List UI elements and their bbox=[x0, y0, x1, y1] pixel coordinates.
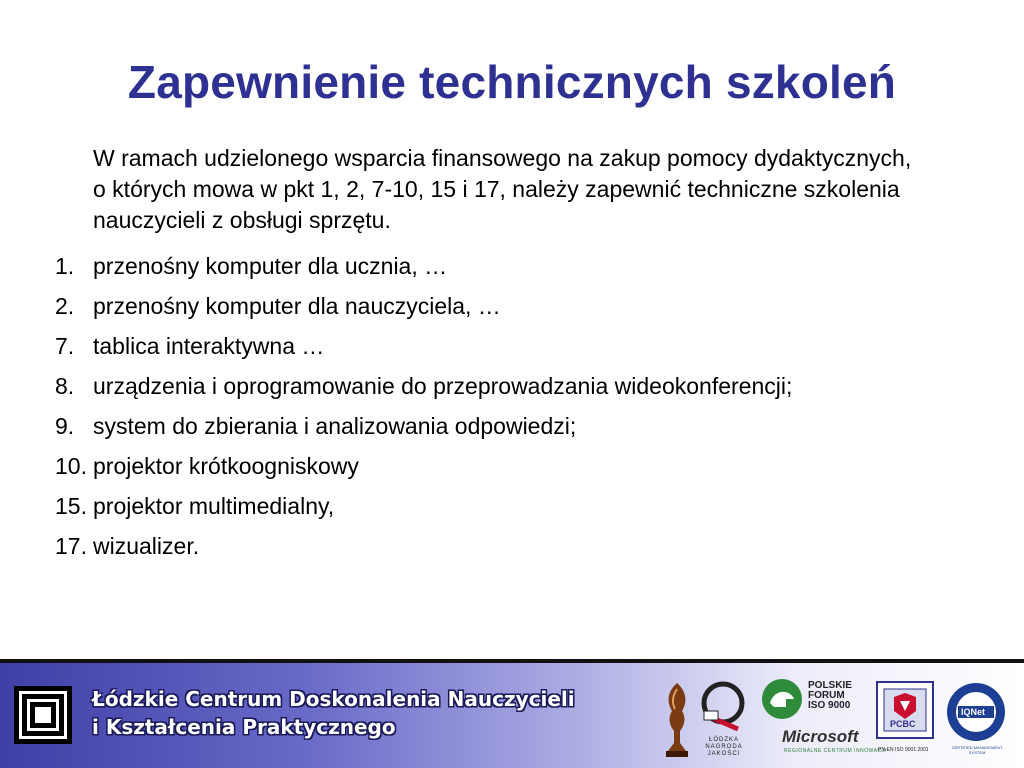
pcbc-standard: PN-EN ISO 9001:2001 bbox=[878, 747, 929, 753]
list-item-text: tablica interaktywna … bbox=[93, 333, 325, 359]
pcbc-certificate-icon bbox=[876, 681, 934, 745]
list-item bbox=[55, 330, 955, 362]
iso-forum-text: POLSKIE FORUM ISO 9000 bbox=[808, 680, 852, 711]
list-item-text: przenośny komputer dla ucznia, … bbox=[93, 253, 448, 279]
award-logo-icon bbox=[698, 677, 748, 737]
iso-forum-logo-icon bbox=[760, 677, 804, 721]
pcbc-label: PCBC bbox=[890, 719, 916, 729]
iqnet-label: IQNet bbox=[961, 707, 986, 717]
intro-paragraph: W ramach udzielonego wsparcia finansowego na zakup pomocy dydaktycznych, o których mowa w pkt 1, 2, 7-10, 15 i 17, należy zapewnić techniczne szkolenia nauczycieli z obsługi sprzętu. bbox=[93, 145, 912, 233]
list-item bbox=[55, 250, 955, 282]
list-item-number: 17. bbox=[55, 533, 87, 559]
organization-name-line2: i Kształcenia Praktycznego bbox=[92, 715, 396, 739]
list-item bbox=[55, 370, 955, 402]
list-item-number: 15. bbox=[55, 493, 87, 519]
list-item-number: 1. bbox=[55, 253, 75, 279]
list-item-text: przenośny komputer dla nauczyciela, … bbox=[93, 293, 501, 319]
list-item-text: projektor krótkoogniskowy bbox=[93, 453, 359, 479]
list-item bbox=[55, 290, 955, 322]
list-item-number: 7. bbox=[55, 333, 75, 359]
microsoft-logo: Microsoft bbox=[782, 727, 859, 746]
microsoft-sub: REGIONALNE CENTRUM INNOWACJI bbox=[784, 748, 887, 754]
list-item-text: urządzenia i oprogramowanie do przeprowadzania wideokonferencji; bbox=[93, 373, 793, 399]
organization-name bbox=[92, 685, 575, 741]
footer-banner bbox=[0, 663, 1024, 768]
list-item-number: 2. bbox=[55, 293, 75, 319]
organization-name-line1: Łódzkie Centrum Doskonalenia Nauczycieli bbox=[92, 687, 575, 711]
list-item bbox=[55, 410, 955, 442]
list-item-text: wizualizer. bbox=[93, 533, 200, 559]
slide-title: Zapewnienie technicznych szkoleń bbox=[127, 56, 897, 108]
list-item-number: 10. bbox=[55, 453, 87, 479]
equipment-list bbox=[55, 250, 955, 562]
trophy-award-icon bbox=[660, 681, 694, 759]
list-item-number: 8. bbox=[55, 373, 75, 399]
lcdnikp-logo-icon bbox=[14, 686, 72, 744]
list-item-text: projektor multimedialny, bbox=[93, 493, 335, 519]
list-item-text: system do zbierania i analizowania odpowiedzi; bbox=[93, 413, 577, 439]
list-item bbox=[55, 490, 955, 522]
list-item bbox=[55, 530, 955, 562]
award-caption: ŁÓDZKA NAGRODA JAKOŚCI bbox=[705, 737, 743, 757]
list-item bbox=[55, 450, 955, 482]
iqnet-ring-text: CERTIFIED MANAGEMENT SYSTEM bbox=[951, 745, 1003, 755]
list-item-number: 9. bbox=[55, 413, 75, 439]
